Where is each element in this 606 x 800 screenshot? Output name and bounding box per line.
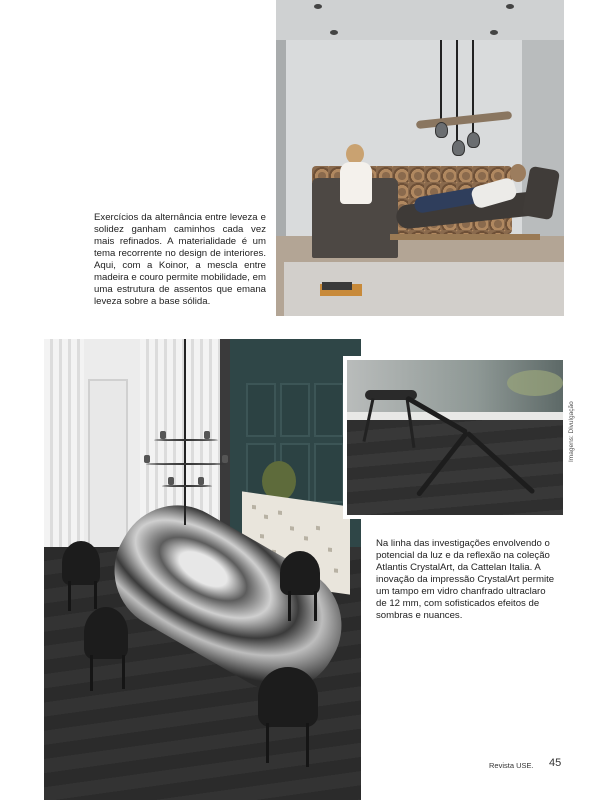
chandelier-rod (184, 339, 186, 525)
photo-table-detail-inner (347, 360, 563, 515)
plant-reflection (507, 370, 563, 396)
chandelier-lamp (198, 477, 204, 485)
ceiling-spotlight (490, 30, 498, 35)
dark-floor (347, 420, 563, 515)
wooden-base (390, 234, 540, 240)
caption-koinor: Exercícios da alternância entre leveza e solidez ganham caminhos cada vez mais refinados. A materialidade é um tema recorrente no design de interiores. Aqui, com a Koinor, a mescla entre madeira e couro permite mobilidade, em uma estrutura de assentos que emana leveza sobre a base sólida. (94, 212, 266, 307)
chair-leg (68, 581, 71, 611)
wall-molding (314, 443, 344, 503)
chandelier-arm (162, 485, 212, 487)
chandelier-lamp (222, 455, 228, 463)
wall-left (276, 40, 286, 240)
dining-chair (280, 551, 320, 595)
photo-living-room-lounger (276, 0, 564, 316)
page-number: 45 (549, 757, 562, 769)
chair-leg (266, 723, 269, 763)
book (322, 282, 352, 290)
pendant-bulb (435, 122, 448, 138)
wall-molding (280, 383, 310, 437)
ceiling-spotlight (506, 4, 514, 9)
chandelier-lamp (160, 431, 166, 439)
man-reclining (414, 164, 534, 220)
pendant-bulb (467, 132, 480, 148)
pendant-bulb (452, 140, 465, 156)
dining-chair (258, 667, 318, 727)
head (346, 144, 364, 164)
ceiling-spotlight (330, 30, 338, 35)
driftwood-branch (416, 111, 512, 129)
pendant-cord (456, 40, 458, 150)
photo-credit: Imagens: Divulgação (568, 401, 575, 462)
wall-panel (88, 379, 128, 553)
wall-molding (246, 383, 276, 437)
chair-leg (94, 581, 97, 609)
torso (470, 176, 518, 209)
woman-seated (332, 144, 380, 216)
chandelier-arm (154, 439, 218, 441)
curtain-left (44, 339, 84, 569)
pendant-cord (440, 40, 442, 124)
chair-leg (306, 723, 309, 767)
chandelier (140, 339, 230, 529)
pendant-cord (472, 40, 474, 138)
chair-leg (288, 591, 291, 621)
photo-table-detail (343, 356, 567, 519)
wall-molding (314, 383, 344, 437)
dining-chair (62, 541, 100, 585)
chandelier-arm (146, 463, 226, 465)
caption-cattelan: Na linha das investigações envolvendo o potencial da luz e da reflexão na coleção Atlantis CrystalArt, da Cattelan Italia. A inovação da impressão CrystalArt permite um tampo em vidro chanfrado ultraclaro de 12 mm, com sofisticados efeitos de sombras e nuances. (376, 538, 555, 621)
chair-leg (314, 591, 317, 621)
head (510, 164, 526, 182)
ceiling-spotlight (314, 4, 322, 9)
chandelier-lamp (144, 455, 150, 463)
photo-dining-room (44, 339, 361, 800)
chandelier-lamp (204, 431, 210, 439)
dining-chair (84, 607, 128, 659)
torso (340, 162, 372, 204)
chair-leg (90, 655, 93, 691)
chandelier-lamp (168, 477, 174, 485)
footer-brand: Revista USE. (489, 761, 534, 770)
chair-leg (122, 655, 125, 689)
